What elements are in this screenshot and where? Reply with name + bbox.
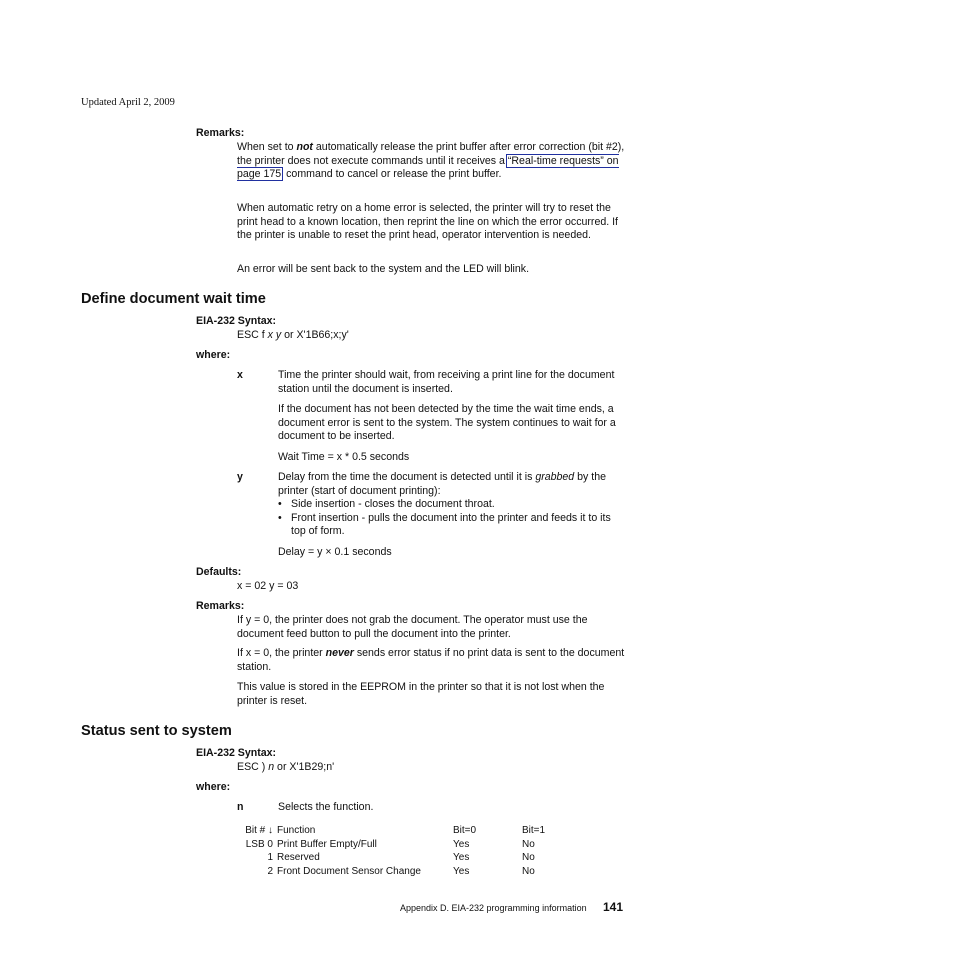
syntax-label-2: EIA-232 Syntax: [196,747,277,759]
remarks-label: Remarks: [196,127,245,139]
list-item: • Front insertion - pulls the document into the printer and feeds it to its top of form. [278,511,611,538]
table-row [237,865,562,879]
where-label-2: where: [196,781,231,793]
table-cell: Yes [453,866,470,878]
table-cell: No [522,866,535,878]
remarks-2-paragraph-1: If y = 0, the printer does not grab the document. The operator must use the document feed button to pull the document into the printer. [237,614,588,640]
table-cell: LSB 0 [245,838,273,850]
table-cell: Front Document Sensor Change [277,866,421,878]
param-y-bullets [278,498,623,539]
table-cell: No [522,838,535,850]
realtime-requests-link[interactable]: “Real-time requests” on page 175 [237,154,619,181]
remarks-paragraph-3: An error will be sent back to the system and the LED will blink. [237,263,530,275]
list-item: • Side insertion - closes the document throat. [278,498,495,510]
table-cell: Print Buffer Empty/Full [277,838,377,850]
syntax-value: ESC f x y or X'1B66;x;y' [237,329,349,341]
param-x-desc-1: Time the printer should wait, from receiving a print line for the document station until the document is inserted. [278,369,615,395]
table-header-cell: Bit=0 [453,825,477,836]
table-header-cell: Function [277,825,316,836]
table-cell: No [522,852,535,864]
footer-text: Appendix D. EIA-232 programming information [400,903,587,913]
remarks-paragraph-2: When automatic retry on a home error is selected, the printer will try to reset the print head to a known location, then reprint the line on which the error occurred. If the printer is unable to reset the print head, operator intervention is needed. [237,202,619,242]
table-cell: 2 [267,866,273,878]
section-title-define-document-wait-time: Define document wait time [81,291,266,307]
param-x-term: x [237,369,243,381]
param-y-formula: Delay = y × 0.1 seconds [278,546,392,558]
remarks-label-2: Remarks: [196,600,245,612]
table-cell: Yes [453,852,470,864]
table-cell: 1 [267,852,273,864]
table-cell: Yes [453,838,470,850]
remarks-paragraph-1: When set to not automatically release the print buffer after error correction (bit #2), the printer does not execute commands until it receives a “Real-time requests” on page 175 command to cancel or release the print buffer. [237,141,625,181]
where-label: where: [196,349,231,361]
table-header-cell: Bit # ↓ [245,825,273,836]
table-row [237,838,562,852]
table-header-cell: Bit=1 [522,825,546,836]
bullet-icon: • [278,498,282,510]
remarks-2-paragraph-3: This value is stored in the EEPROM in the printer so that it is not lost when the printer is reset. [237,681,605,707]
bullet-icon: • [278,511,282,524]
table-cell: Reserved [277,852,320,864]
param-x-formula: Wait Time = x * 0.5 seconds [278,451,410,463]
bit-function-table [237,824,562,879]
syntax-value-2: ESC ) n or X'1B29;n' [237,761,335,773]
table-header-row [237,824,562,838]
table-row [237,851,562,865]
section-title-status-sent-to-system: Status sent to system [81,723,232,739]
param-y-desc-1: Delay from the time the document is detected until it is grabbed by the printer (start of document printing): [278,471,607,497]
param-n-desc: Selects the function. [278,801,374,813]
remarks-2-paragraph-2: If x = 0, the printer never sends error status if no print data is sent to the document station. [237,647,625,673]
param-y-term: y [237,471,243,483]
param-x-desc-2: If the document has not been detected by the time the wait time ends, a document error is sent to the system. The system continues to wait for a document to be inserted. [278,403,616,443]
defaults-value: x = 02 y = 03 [237,580,299,592]
param-n-term: n [237,801,244,813]
updated-date: Updated April 2, 2009 [81,97,175,108]
defaults-label: Defaults: [196,566,242,578]
page-number: 141 [603,900,624,914]
syntax-label: EIA-232 Syntax: [196,315,277,327]
